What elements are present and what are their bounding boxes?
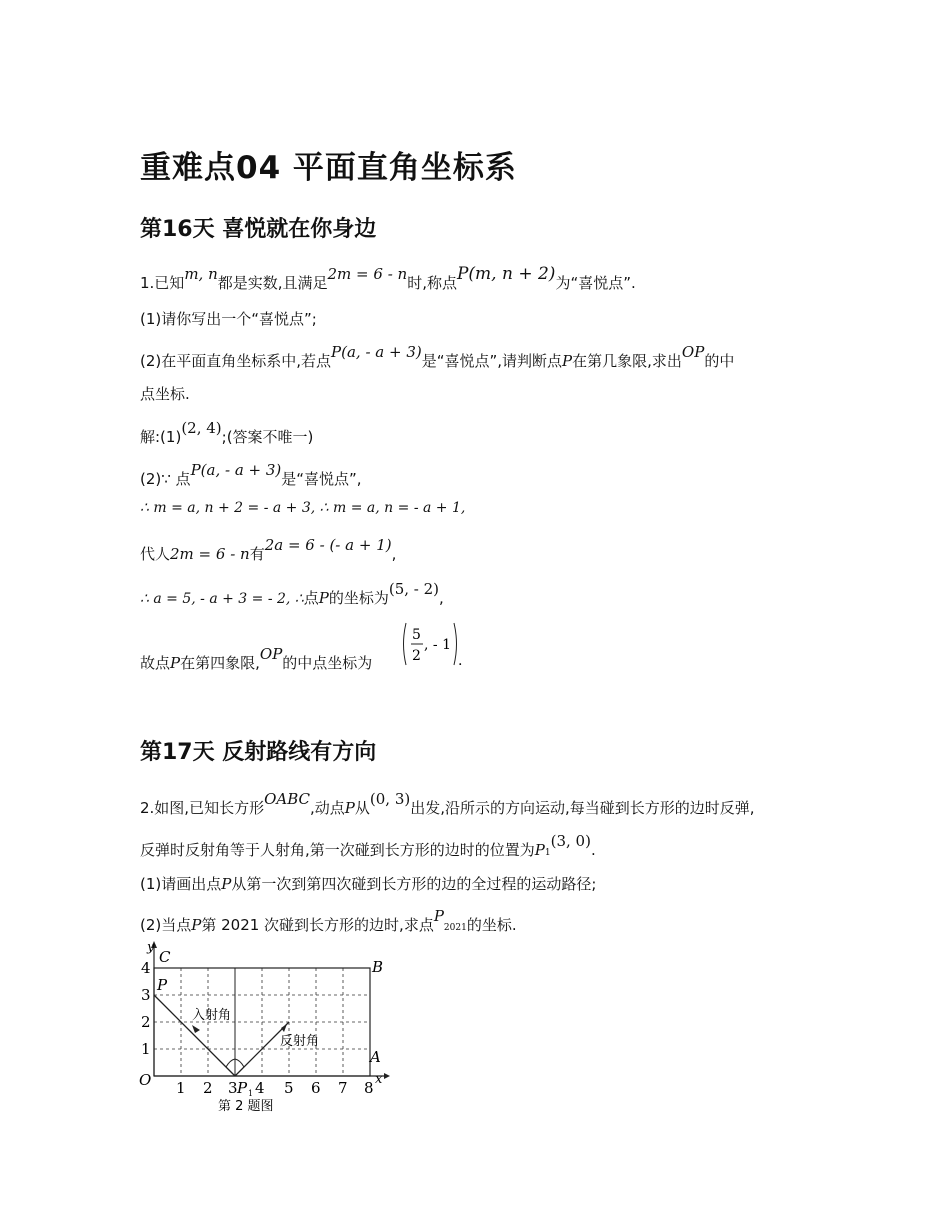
label-B: B bbox=[372, 958, 384, 976]
question-1-part2-cont: 点坐标. bbox=[140, 385, 190, 403]
y-tick: 4 bbox=[141, 959, 151, 977]
solution-text: (2)∵ 点 bbox=[140, 470, 191, 488]
math-expr: (3, 0) bbox=[550, 832, 591, 850]
math-expr: OP bbox=[259, 645, 283, 663]
solution-text: 有 bbox=[249, 545, 265, 563]
math-expr: (5, - 2) bbox=[388, 580, 440, 598]
solution-line-6 bbox=[140, 645, 373, 673]
label-A: A bbox=[370, 1048, 381, 1066]
subscript: 1 bbox=[544, 848, 551, 858]
figure-caption: 第 2 题图 bbox=[218, 1099, 274, 1114]
solution-text: 故点 bbox=[140, 654, 171, 672]
math-expr: P bbox=[191, 916, 202, 934]
question-text: 的中 bbox=[704, 352, 735, 370]
x-tick: 5 bbox=[284, 1079, 294, 1097]
x-tick: 8 bbox=[364, 1079, 374, 1097]
solution-2 bbox=[140, 461, 362, 489]
math-expr: P bbox=[534, 841, 545, 859]
y-tick-labels bbox=[141, 959, 151, 1058]
question-2-line bbox=[140, 790, 755, 818]
question-text: . bbox=[590, 841, 596, 859]
math-expr: P bbox=[344, 799, 355, 817]
math-expr: OP bbox=[681, 343, 705, 361]
solution-text: 解:(1) bbox=[140, 428, 182, 446]
fraction-rest: , - 1 bbox=[424, 637, 451, 653]
math-expr: P bbox=[562, 352, 573, 370]
question-2-part1 bbox=[140, 873, 596, 894]
fraction-numerator: 5 bbox=[412, 627, 421, 643]
question-text: 时,称点 bbox=[407, 274, 457, 292]
math-expr: P bbox=[170, 654, 181, 672]
x-axis-arrow-icon bbox=[384, 1073, 390, 1079]
x-axis-label: x bbox=[375, 1072, 383, 1087]
section-heading-day16: 第16天 喜悦就在你身边 bbox=[140, 217, 377, 242]
math-expr: OABC bbox=[264, 790, 311, 808]
period: . bbox=[458, 653, 463, 668]
math-expr: P(a, - a + 3) bbox=[190, 461, 282, 479]
question-text: 都是实数,且满足 bbox=[217, 274, 328, 292]
math-expr: P bbox=[318, 589, 329, 607]
x-tick: 3 bbox=[228, 1079, 238, 1097]
question-text: 2.如图,已知长方形 bbox=[140, 799, 265, 817]
incidence-angle-label: 入射角 bbox=[192, 1008, 232, 1023]
rectangle-reflection-figure bbox=[138, 938, 390, 1116]
label-P: P bbox=[157, 976, 168, 994]
incident-arrow-icon bbox=[192, 1025, 200, 1033]
question-text: 反弹时反射角等于人射角,第一次碰到长方形的边时的位置为 bbox=[140, 841, 535, 859]
math-expr: 2a = 6 - (- a + 1) bbox=[264, 536, 392, 554]
question-text: 在第几象限,求出 bbox=[572, 352, 682, 370]
question-text: (1)请画出点 bbox=[140, 875, 222, 893]
question-text: 从第一次到第四次碰到长方形的边的全过程的运动路径; bbox=[231, 875, 597, 893]
math-expr: (0, 3) bbox=[369, 790, 411, 808]
solution-text: 的中点坐标为 bbox=[282, 654, 373, 672]
question-text: 的坐标. bbox=[466, 916, 517, 934]
y-tick: 1 bbox=[141, 1040, 151, 1058]
page-title: 重难点04 平面直角坐标系 bbox=[140, 150, 517, 186]
question-text: (2)当点 bbox=[140, 916, 192, 934]
question-2-part2 bbox=[140, 907, 517, 935]
y-tick: 3 bbox=[141, 986, 151, 1004]
question-text: 为“喜悦点”. bbox=[555, 274, 636, 292]
x-tick: 2 bbox=[203, 1079, 213, 1097]
math-expr: m, n bbox=[184, 265, 218, 283]
solution-text: 在第四象限, bbox=[180, 654, 260, 672]
midpoint-fraction bbox=[400, 620, 466, 668]
label-C: C bbox=[159, 948, 171, 966]
x-tick-labels bbox=[176, 1079, 374, 1097]
math-expr: P bbox=[221, 875, 232, 893]
question-text: 第 2021 次碰到长方形的边时,求点 bbox=[201, 916, 434, 934]
solution-text: ;(答案不唯一) bbox=[221, 428, 314, 446]
solution-text: , bbox=[391, 545, 397, 563]
section-heading-day17: 第17天 反射路线有方向 bbox=[140, 740, 377, 765]
solution-line-4 bbox=[140, 536, 397, 564]
question-text: 1.已知 bbox=[140, 274, 185, 292]
fraction-denominator: 2 bbox=[412, 648, 421, 664]
x-tick: 1 bbox=[176, 1079, 186, 1097]
question-text: 从 bbox=[354, 799, 370, 817]
math-expr: P bbox=[433, 907, 444, 925]
solution-1 bbox=[140, 419, 314, 447]
math-expr: P(m, n + 2) bbox=[456, 264, 556, 284]
solution-text: 的坐标为 bbox=[328, 589, 389, 607]
question-2-line2 bbox=[140, 832, 596, 860]
question-text: 是“喜悦点”,请判断点 bbox=[421, 352, 563, 370]
label-P1-subscript: 1 bbox=[248, 1089, 254, 1098]
question-text: ,动点 bbox=[310, 799, 345, 817]
solution-text: 代人 bbox=[140, 545, 171, 563]
math-expr: 2m = 6 - n bbox=[327, 265, 408, 283]
solution-line-3: ∴ m = a, n + 2 = - a + 3, ∴ m = a, n = - a + 1, bbox=[140, 500, 466, 516]
grid-lines bbox=[154, 968, 370, 1076]
math-expr: 2m = 6 - n bbox=[170, 545, 250, 563]
reflection-angle-label: 反射角 bbox=[280, 1034, 320, 1049]
reflected-arrow-icon bbox=[281, 1024, 287, 1032]
solution-text: 是“喜悦点”, bbox=[281, 470, 362, 488]
label-O: O bbox=[139, 1071, 152, 1089]
question-text: 出发,沿所示的方向运动,每当碰到长方形的边时反弹, bbox=[410, 799, 755, 817]
x-tick: 6 bbox=[311, 1079, 321, 1097]
question-1-part2 bbox=[140, 343, 735, 371]
math-expr: ∴ a = 5, - a + 3 = - 2, ∴ bbox=[140, 591, 304, 607]
question-1-line bbox=[140, 264, 636, 293]
solution-text: , bbox=[439, 589, 444, 607]
x-tick: 7 bbox=[338, 1079, 348, 1097]
solution-text: 点 bbox=[303, 589, 319, 607]
x-tick: 4 bbox=[255, 1079, 265, 1097]
solution-line-5 bbox=[140, 580, 444, 608]
y-axis-label: y bbox=[147, 940, 155, 955]
subscript: 2021 bbox=[443, 923, 467, 933]
math-expr: (2, 4) bbox=[181, 419, 222, 437]
question-1-part1: (1)请你写出一个“喜悦点”; bbox=[140, 310, 317, 328]
math-expr: P(a, - a + 3) bbox=[331, 343, 422, 361]
question-text: (2)在平面直角坐标系中,若点 bbox=[140, 352, 332, 370]
label-P1: P bbox=[237, 1079, 248, 1097]
y-tick: 2 bbox=[141, 1013, 151, 1031]
